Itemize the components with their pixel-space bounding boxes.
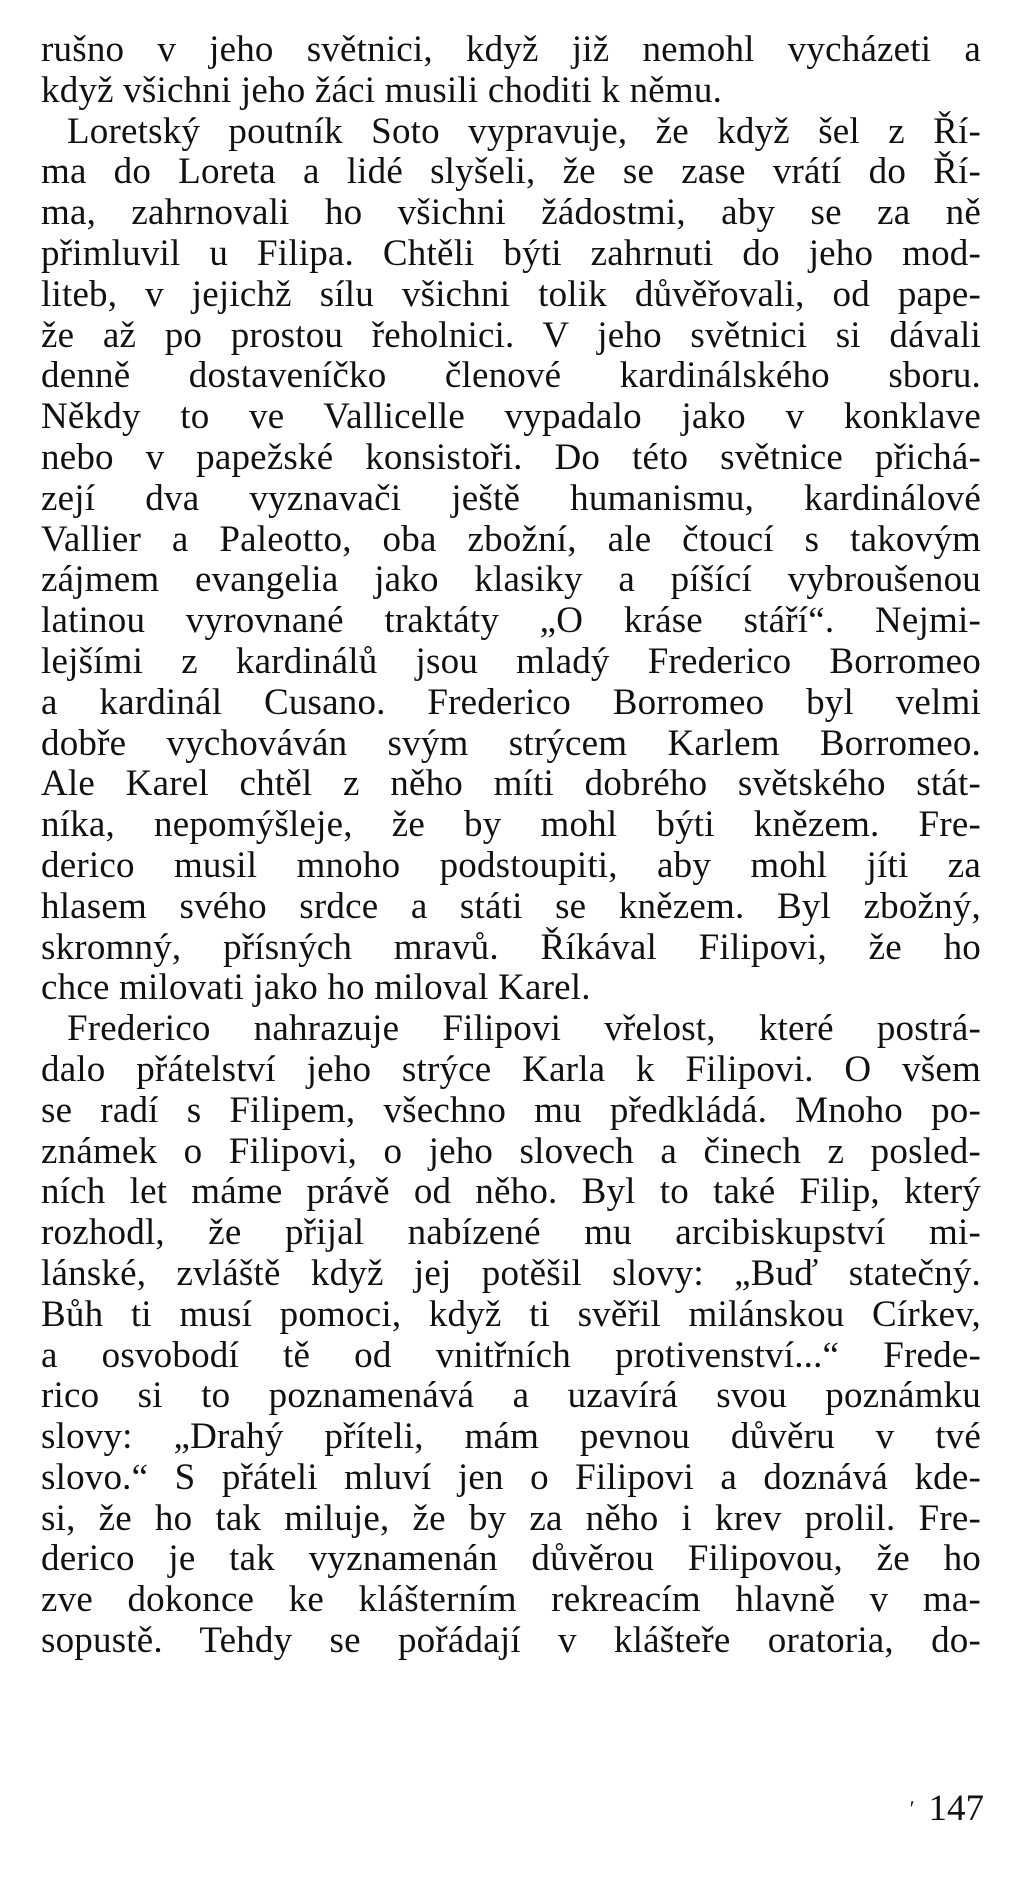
text-line: rozhodl, že přijal nabízené mu arcibiskupství mi-: [41, 1212, 981, 1254]
text-line: chce milovati jako ho miloval Karel.: [41, 967, 591, 1009]
text-line: lejšími z kardinálů jsou mladý Frederico Borromeo: [41, 640, 981, 682]
text-line: rušno v jeho světnici, když již nemohl vycházeti a: [41, 29, 981, 70]
text-line: přimluvil u Filipa. Chtěli býti zahrnuti do jeho mod-: [41, 232, 981, 274]
text-line: Ale Karel chtěl z něho míti dobrého světského stát-: [41, 763, 981, 805]
text-line: ních let máme právě od něho. Byl to také Filip, který: [41, 1171, 981, 1213]
text-line: hlasem svého srdce a státi se knězem. Byl zbožný,: [41, 885, 981, 927]
text-line: se radí s Filipem, všechno mu předkládá. Mnoho po-: [41, 1089, 981, 1131]
text-line: Loretský poutník Soto vypravuje, že když šel z Ří-: [67, 110, 981, 152]
text-line: slovy: „Drahý příteli, mám pevnou důvěru v tvé: [41, 1416, 981, 1458]
text-line: ma do Loreta a lidé slyšeli, že se zase vrátí do Ří-: [41, 151, 981, 193]
text-line: rico si to poznamenává a uzavírá svou poznámku: [41, 1375, 981, 1417]
text-line: derico je tak vyznamenán důvěrou Filipovou, že ho: [41, 1538, 981, 1580]
text-line: skromný, přísných mravů. Říkával Filipovi, že ho: [41, 926, 981, 968]
text-line: Někdy to ve Vallicelle vypadalo jako v konklave: [41, 396, 981, 438]
text-line: dobře vychováván svým strýcem Karlem Borromeo.: [41, 722, 981, 764]
page-text: [41, 30, 981, 1662]
footer-mark: ʹ: [909, 1796, 915, 1821]
text-line: známek o Filipovi, o jeho slovech a činech z posled-: [41, 1130, 981, 1172]
text-line: když všichni jeho žáci musili choditi k němu.: [41, 69, 723, 111]
text-line: Bůh ti musí pomoci, když ti svěřil milánskou Církev,: [41, 1293, 981, 1335]
text-line: denně dostaveníčko členové kardinálského sboru.: [41, 355, 981, 397]
text-line: a osvobodí tě od vnitřních protivenství...“ Frede-: [41, 1334, 981, 1376]
text-line: níka, nepomýšleje, že by mohl býti knězem. Fre-: [41, 804, 981, 846]
text-line: Vallier a Paleotto, oba zbožní, ale čtoucí s takovým: [41, 518, 981, 560]
text-line: dalo přátelství jeho strýce Karla k Filipovi. O všem: [41, 1048, 981, 1090]
text-line: slovo.“ S přáteli mluví jen o Filipovi a doznává kde-: [41, 1456, 981, 1498]
text-line: Frederico nahrazuje Filipovi vřelost, které postrá-: [67, 1008, 981, 1050]
text-line: lánské, zvláště když jej potěšil slovy: „Buď statečný.: [41, 1252, 981, 1294]
text-line: zejí dva vyznavači ještě humanismu, kardinálové: [41, 477, 981, 519]
page-number: 147: [928, 1788, 984, 1829]
text-line: zájmem evangelia jako klasiky a píšící vybroušenou: [41, 559, 981, 601]
text-line: že až po prostou řeholnici. V jeho světnici si dávali: [41, 314, 981, 356]
text-line: latinou vyrovnané traktáty „O kráse stáří“. Nejmi-: [41, 600, 981, 642]
text-line: nebo v papežské konsistoři. Do této světnice přichá-: [41, 436, 981, 478]
text-line: a kardinál Cusano. Frederico Borromeo byl velmi: [41, 681, 981, 723]
text-line: sopustě. Tehdy se pořádají v klášteře oratoria, do-: [41, 1620, 981, 1662]
page-footer: [844, 1787, 984, 1831]
text-line: ma, zahrnovali ho všichni žádostmi, aby se za ně: [41, 192, 981, 234]
text-line: zve dokonce ke klášterním rekreacím hlavně v ma-: [41, 1579, 981, 1621]
text-line: derico musil mnoho podstoupiti, aby mohl jíti za: [41, 844, 981, 886]
text-line: liteb, v jejichž sílu všichni tolik důvěřovali, od pape-: [41, 273, 981, 315]
text-line: si, že ho tak miluje, že by za něho i krev prolil. Fre-: [41, 1497, 981, 1539]
